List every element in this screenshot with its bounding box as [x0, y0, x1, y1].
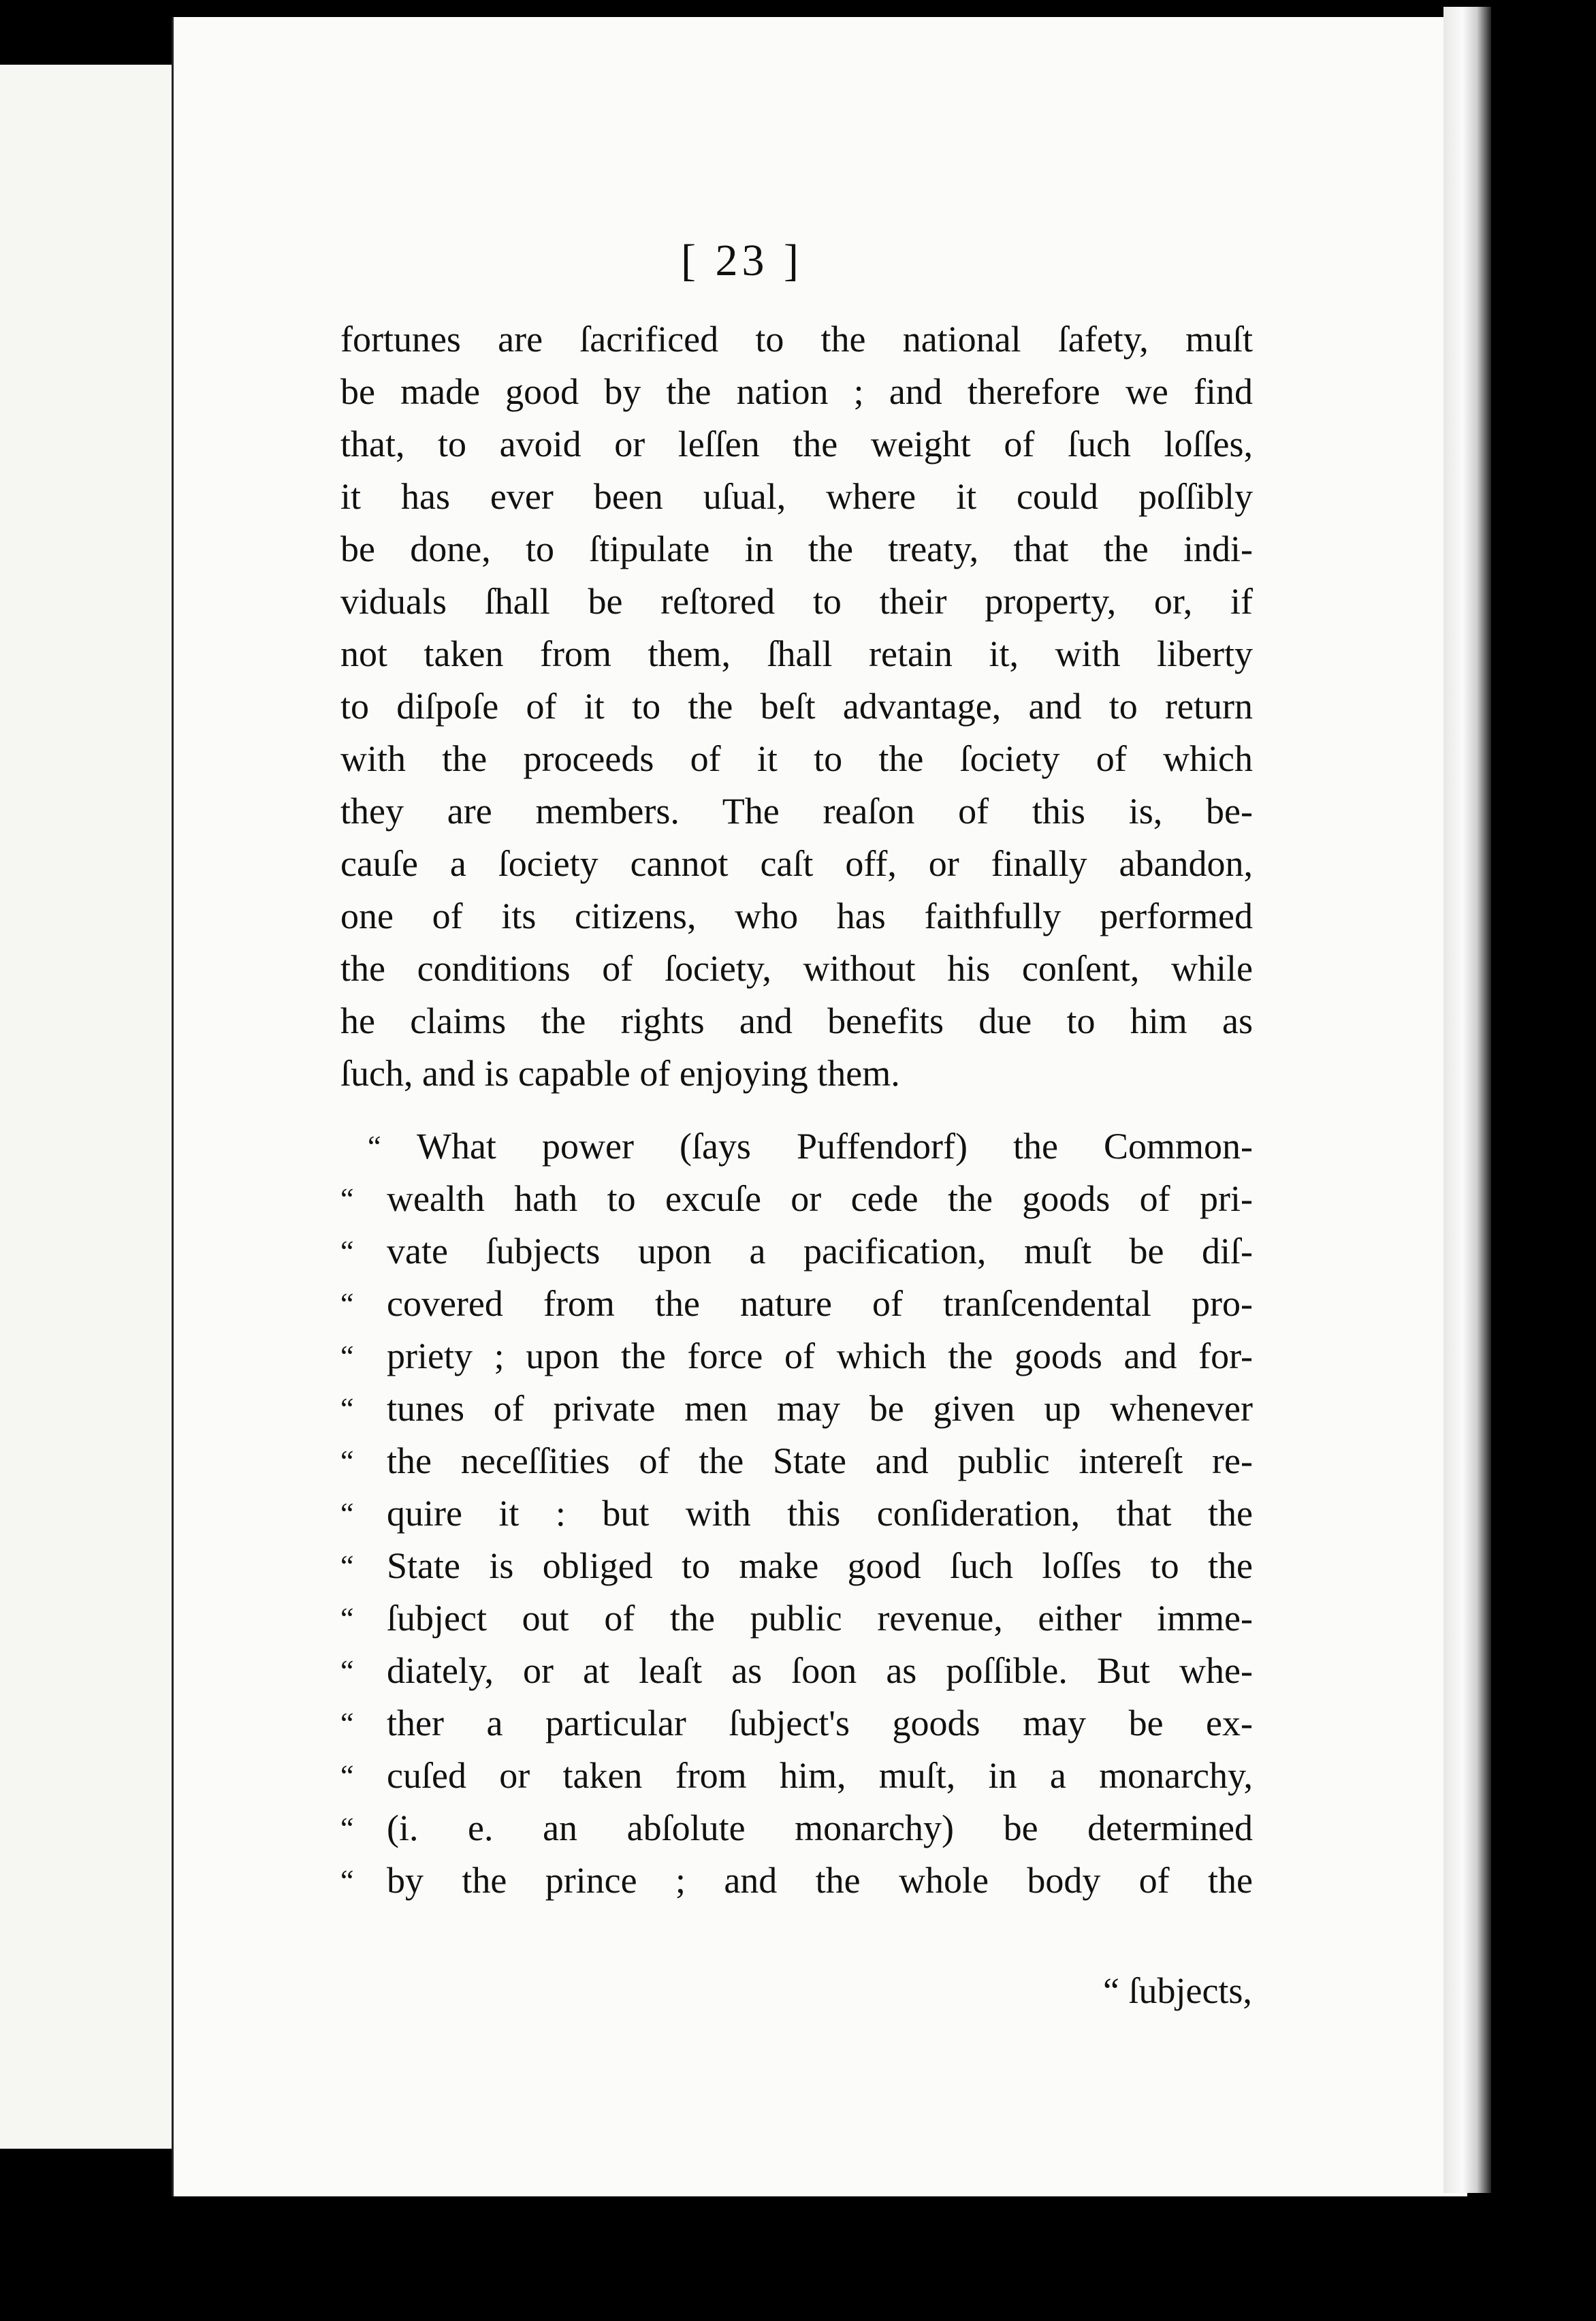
text-line: he claims the rights and benefits due to him as — [340, 1000, 1253, 1041]
quote-mark: “ — [340, 1182, 354, 1216]
text-line: State is obliged to make good ſuch loſſes to the — [387, 1545, 1253, 1586]
quote-mark: “ — [340, 1654, 354, 1688]
quote-mark: “ — [340, 1235, 354, 1268]
text-line: tunes of private men may be given up whenever — [387, 1388, 1253, 1429]
text-line: one of its citizens, who has faithfully performed — [340, 896, 1253, 936]
quote-mark: “ — [340, 1340, 354, 1373]
quotation-paragraph — [340, 1120, 1253, 1907]
quote-mark: “ — [340, 1864, 354, 1897]
text-line: ther a particular ſubject's goods may be ex- — [387, 1703, 1253, 1743]
text-line: What power (ſays Puffendorf) the Common- — [417, 1126, 1253, 1167]
text-line: that, to avoid or leſſen the weight of ſuch loſſes, — [340, 424, 1253, 464]
catchword: “ ſubjects, — [1103, 1970, 1252, 2011]
quote-mark: “ — [340, 1707, 354, 1740]
text-line: (i. e. an abſolute monarchy) be determined — [387, 1807, 1253, 1848]
text-line: cuſed or taken from him, muſt, in a monarchy, — [387, 1755, 1253, 1796]
page-stack-edge — [1443, 7, 1491, 2193]
text-line: the neceſſities of the State and public intereſt re- — [387, 1440, 1253, 1481]
text-line: wealth hath to excuſe or cede the goods of pri- — [387, 1178, 1253, 1219]
text-line: vate ſubjects upon a pacification, muſt be diſ- — [387, 1231, 1253, 1272]
text-line: diately, or at leaſt as ſoon as poſſible. But whe- — [387, 1650, 1253, 1691]
quote-mark: “ — [340, 1497, 354, 1530]
paragraph — [340, 313, 1253, 1100]
text-line: priety ; upon the force of which the goods and for- — [387, 1336, 1253, 1376]
text-line: to diſpoſe of it to the beſt advantage, and to return — [340, 686, 1253, 727]
text-line: by the prince ; and the whole body of the — [387, 1860, 1253, 1901]
text-line: viduals ſhall be reſtored to their property, or, if — [340, 581, 1253, 622]
text-line: it has ever been uſual, where it could poſſibly — [340, 476, 1253, 517]
text-line: not taken from them, ſhall retain it, with liberty — [340, 633, 1253, 674]
page-body-text — [340, 313, 1253, 1907]
quote-mark: “ — [340, 1287, 354, 1321]
quote-mark: “ — [368, 1130, 381, 1163]
text-line: with the proceeds of it to the ſociety of which — [340, 738, 1253, 779]
quote-mark: “ — [340, 1444, 354, 1478]
text-line: covered from the nature of tranſcendental pro- — [387, 1283, 1253, 1324]
quote-mark: “ — [340, 1549, 354, 1583]
text-line: cauſe a ſociety cannot caſt off, or finally abandon, — [340, 843, 1253, 884]
quote-mark: “ — [340, 1392, 354, 1425]
text-line: be done, to ſtipulate in the treaty, that the indi- — [340, 528, 1253, 569]
text-line: ſubject out of the public revenue, either imme- — [387, 1598, 1253, 1639]
page-number: [ 23 ] — [681, 236, 803, 285]
text-line: the conditions of ſociety, without his conſent, while — [340, 948, 1253, 989]
quote-mark: “ — [340, 1812, 354, 1845]
quote-mark: “ — [340, 1602, 354, 1635]
quote-mark: “ — [340, 1759, 354, 1793]
text-line: ſuch, and is capable of enjoying them. — [340, 1053, 900, 1094]
text-line: fortunes are ſacrificed to the national ſafety, muſt — [340, 319, 1253, 360]
text-line: they are members. The reaſon of this is, be- — [340, 791, 1253, 832]
text-line: quire it : but with this conſideration, that the — [387, 1493, 1253, 1534]
text-line: be made good by the nation ; and therefore we find — [340, 371, 1253, 412]
